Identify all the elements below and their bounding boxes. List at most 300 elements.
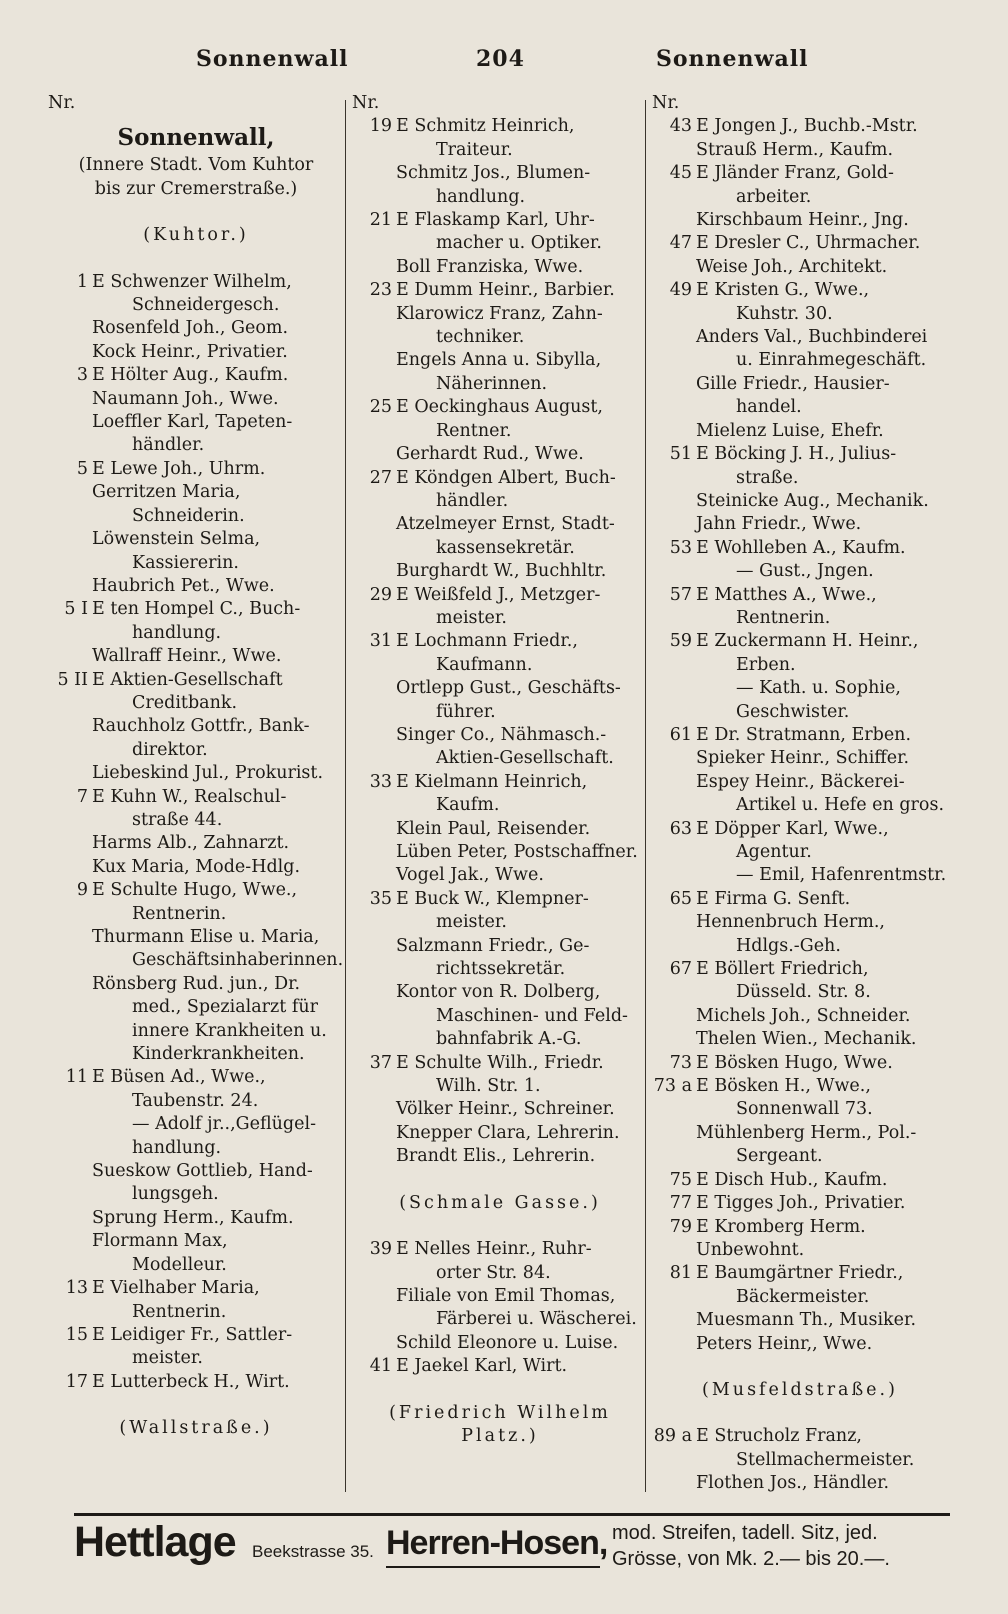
resident-line	[48, 973, 344, 996]
entry-text: handlung.	[132, 622, 222, 643]
resident-line	[352, 958, 648, 981]
entry-text: E Lochmann Friedr.,	[396, 631, 578, 652]
entry-text: meister.	[436, 912, 507, 933]
entry-text: E Leidiger Fr., Sattler-	[92, 1324, 293, 1345]
entry-text: Burghardt W., Buchhltr.	[396, 561, 607, 582]
resident-line	[48, 622, 344, 645]
entry-text: Filiale von Emil Thomas,	[396, 1285, 616, 1306]
resident-line	[352, 981, 648, 1004]
house-number: 73 a	[653, 1076, 692, 1097]
house-entry	[652, 958, 948, 981]
resident-line	[48, 434, 344, 457]
house-entry	[48, 458, 344, 481]
resident-line	[352, 607, 648, 630]
resident-line	[48, 1020, 344, 1043]
page-number: 204	[476, 46, 525, 72]
entry-text: Kinderkrankheiten.	[132, 1044, 305, 1065]
entry-text: Löwenstein Selma,	[92, 529, 261, 550]
house-number: 51	[669, 444, 692, 465]
entry-text: Färberei u. Wäscherei.	[436, 1309, 637, 1330]
resident-line	[48, 294, 344, 317]
house-number: 79	[669, 1216, 692, 1237]
house-number: 7	[76, 786, 88, 807]
resident-line	[48, 1137, 344, 1160]
resident-line	[652, 911, 948, 934]
house-number: 81	[669, 1263, 692, 1284]
resident-line	[48, 1160, 344, 1183]
entry-text: Liebeskind Jul., Prokurist.	[92, 763, 324, 784]
house-entry	[352, 1355, 648, 1378]
house-entry	[652, 630, 948, 653]
entry-text: E Jongen J., Buchb.-Mstr.	[696, 116, 918, 137]
resident-line	[652, 560, 948, 583]
resident-line	[48, 926, 344, 949]
entry-text: E Schmitz Heinrich,	[396, 116, 575, 137]
resident-line	[652, 1239, 948, 1262]
entry-text: med., Spezialarzt für	[132, 997, 318, 1018]
resident-line	[48, 809, 344, 832]
house-entry	[352, 467, 648, 490]
house-entry	[352, 1052, 648, 1075]
entry-text: E Nelles Heinr., Ruhr-	[396, 1239, 592, 1260]
cross-street-heading	[352, 1192, 648, 1215]
entry-text: straße.	[736, 467, 799, 488]
entry-text: Rentnerin.	[132, 1301, 227, 1322]
house-number: 73	[669, 1052, 692, 1073]
entry-text: Traiteur.	[436, 139, 513, 160]
entry-text: E Böcking J. H., Julius-	[696, 444, 897, 465]
resident-line	[48, 552, 344, 575]
cross-street-heading	[48, 224, 344, 247]
entry-text: E Lewe Joh., Uhrm.	[92, 458, 266, 479]
entry-text: Thurmann Elise u. Maria,	[92, 927, 320, 947]
house-number: 75	[669, 1169, 692, 1190]
entry-text: Rentner.	[436, 420, 512, 441]
entry-text: techniker.	[436, 327, 525, 348]
ad-product-underline	[386, 1566, 600, 1568]
resident-line	[652, 1333, 948, 1356]
house-number: 37	[369, 1052, 392, 1073]
resident-line	[652, 303, 948, 326]
resident-line	[48, 739, 344, 762]
house-number: 53	[669, 537, 692, 558]
resident-line	[48, 1254, 344, 1277]
resident-line	[48, 575, 344, 598]
entry-text: E Vielhaber Maria,	[92, 1278, 260, 1299]
entry-text: innere Krankheiten u.	[132, 1020, 327, 1041]
house-number: 25	[369, 397, 392, 418]
house-entry	[48, 271, 344, 294]
entry-text: Sergeant.	[736, 1146, 823, 1167]
resident-line	[48, 949, 344, 972]
entry-text: Hdlgs.-Geh.	[736, 935, 841, 956]
entry-text: Steinicke Aug., Mechanik.	[696, 490, 929, 511]
resident-line	[48, 1113, 344, 1136]
resident-line	[352, 1308, 648, 1331]
entry-text: Modelleur.	[132, 1254, 227, 1275]
cross-street-heading	[48, 1417, 344, 1440]
resident-line	[652, 654, 948, 677]
ad-product: Herren-Hosen,	[386, 1524, 608, 1562]
entry-text: lungsgeh.	[132, 1184, 219, 1205]
resident-line	[48, 996, 344, 1019]
resident-line	[352, 256, 648, 279]
house-number: 5	[76, 458, 88, 479]
resident-line	[652, 1449, 948, 1472]
entry-text: (Friedrich Wilhelm	[389, 1402, 611, 1423]
resident-line	[352, 186, 648, 209]
entry-text: handlung.	[132, 1137, 222, 1158]
resident-line	[652, 747, 948, 770]
house-number: 15	[65, 1324, 88, 1345]
resident-line	[652, 935, 948, 958]
entry-text: Platz.)	[461, 1425, 539, 1446]
entry-text: Völker Heinr., Schreiner.	[396, 1099, 615, 1120]
entry-text: Harms Alb., Zahnarzt.	[92, 833, 290, 854]
resident-line	[352, 232, 648, 255]
house-number: 33	[369, 771, 392, 792]
resident-line	[352, 864, 648, 887]
entry-text: Wilh. Str. 1.	[436, 1076, 541, 1097]
house-number: 77	[669, 1193, 692, 1214]
resident-line	[652, 139, 948, 162]
spacer	[352, 1169, 648, 1192]
entry-text: — Gust., Jngen.	[736, 561, 874, 582]
entry-text: Boll Franziska, Wwe.	[396, 256, 584, 277]
house-number: 19	[369, 116, 392, 137]
entry-text: Kock Heinr., Privatier.	[92, 341, 288, 362]
spacer	[652, 1402, 948, 1425]
house-number: 49	[669, 280, 692, 301]
entry-text: bis zur Cremerstraße.)	[94, 178, 298, 199]
house-entry	[352, 396, 648, 419]
resident-line	[352, 1075, 648, 1098]
resident-line	[352, 1285, 648, 1308]
resident-line	[48, 1347, 344, 1370]
entry-text: E Böllert Friedrich,	[696, 959, 869, 980]
entry-text: Kontor von R. Dolberg,	[396, 982, 601, 1003]
house-number: 45	[669, 163, 692, 184]
resident-line	[352, 701, 648, 724]
entry-text: E Döpper Karl, Wwe.,	[696, 818, 889, 839]
house-entry	[652, 279, 948, 302]
entry-text: E Buck W., Klempner-	[396, 888, 589, 909]
entry-text: E Hölter Aug., Kaufm.	[92, 365, 289, 386]
entry-text: Loeffler Karl, Tapeten-	[92, 412, 293, 433]
entry-text: Stellmachermeister.	[736, 1449, 915, 1470]
entry-text: Nr.	[652, 93, 680, 113]
entry-text: Engels Anna u. Sibylla,	[396, 350, 602, 371]
house-entry	[48, 786, 344, 809]
resident-line	[48, 645, 344, 668]
house-number: 27	[369, 467, 392, 488]
house-number: 9	[76, 880, 88, 901]
entry-text: (Wallstraße.)	[119, 1418, 273, 1439]
resident-line	[352, 724, 648, 747]
entry-text: handel.	[736, 397, 802, 418]
house-entry	[48, 1066, 344, 1089]
resident-line	[48, 1230, 344, 1253]
house-entry	[652, 888, 948, 911]
house-number: 5 II	[57, 669, 88, 690]
resident-line	[48, 317, 344, 340]
house-entry	[652, 162, 948, 185]
resident-line	[652, 1005, 948, 1028]
entry-text: Vogel Jak., Wwe.	[396, 865, 544, 886]
resident-line	[352, 560, 648, 583]
entry-text: Schneiderin.	[132, 505, 245, 526]
entry-text: E Disch Hub., Kaufm.	[696, 1169, 888, 1190]
entry-text: E Wohlleben A., Kaufm.	[696, 537, 906, 558]
entry-text: Naumann Joh., Wwe.	[92, 388, 279, 409]
footer-rule	[74, 1513, 950, 1516]
resident-line	[352, 420, 648, 443]
resident-line	[48, 1207, 344, 1230]
entry-text: E Jländer Franz, Gold-	[696, 163, 894, 184]
entry-text: Aktien-Gesellschaft.	[436, 748, 614, 769]
entry-text: E Weißfeld J., Metzger-	[396, 584, 601, 605]
house-entry	[652, 1169, 948, 1192]
house-number: 17	[65, 1371, 88, 1392]
resident-line	[652, 186, 948, 209]
house-entry	[652, 1192, 948, 1215]
resident-line	[352, 1098, 648, 1121]
resident-line	[352, 513, 648, 536]
entry-text: E Jaekel Karl, Wirt.	[396, 1356, 568, 1377]
resident-line	[48, 903, 344, 926]
entry-text: Salzmann Friedr., Ge-	[396, 935, 590, 956]
entry-text: macher u. Optiker.	[436, 233, 602, 254]
entry-text: Düsseld. Str. 8.	[736, 982, 871, 1003]
entry-text: Gille Friedr., Hausier-	[696, 373, 890, 394]
entry-text: E Strucholz Franz,	[696, 1426, 862, 1447]
entry-text: straße 44.	[132, 809, 223, 830]
entry-text: kassensekretär.	[436, 537, 575, 558]
entry-text: händler.	[436, 490, 509, 511]
entry-text: Anders Val., Buchbinderei	[696, 327, 928, 348]
entry-text: arbeiter.	[736, 186, 812, 207]
entry-text: Kaufm.	[436, 795, 500, 816]
house-entry	[352, 630, 648, 653]
entry-text: bahnfabrik A.-G.	[436, 1029, 582, 1050]
house-entry	[652, 1052, 948, 1075]
resident-line	[48, 1043, 344, 1066]
entry-text: Sonnenwall 73.	[736, 1099, 873, 1120]
resident-line	[652, 1145, 948, 1168]
entry-text: Geschwister.	[736, 701, 850, 722]
entry-text: E Firma G. Senft.	[696, 888, 851, 909]
entry-text: Rauchholz Gottfr., Bank-	[92, 716, 310, 737]
spacer	[48, 1394, 344, 1417]
entry-text: Nr.	[352, 93, 380, 113]
entry-text: (Innere Stadt. Vom Kuhtor	[78, 155, 314, 176]
house-entry	[48, 1277, 344, 1300]
entry-text: E Tigges Joh., Privatier.	[696, 1193, 906, 1214]
house-number: 65	[669, 888, 692, 909]
resident-line	[652, 467, 948, 490]
entry-text: Schmitz Jos., Blumen-	[396, 163, 591, 184]
resident-line	[352, 1332, 648, 1355]
entry-text: E Aktien-Gesellschaft	[92, 669, 283, 690]
house-number: 59	[669, 631, 692, 652]
entry-text: Thelen Wien., Mechanik.	[696, 1029, 917, 1050]
resident-line	[652, 864, 948, 887]
house-entry	[652, 724, 948, 747]
running-header-left: Sonnenwall	[196, 46, 349, 72]
entry-text: E Matthes A., Wwe.,	[696, 584, 877, 605]
resident-line	[352, 1122, 648, 1145]
house-number: 43	[669, 116, 692, 137]
resident-line	[48, 481, 344, 504]
house-entry	[652, 1075, 948, 1098]
house-entry	[48, 879, 344, 902]
entry-text: Näherinnen.	[436, 373, 548, 394]
entry-text: E Bösken Hugo, Wwe.	[696, 1052, 893, 1073]
entry-text: Geschäftsinhaberinnen.	[132, 950, 344, 971]
entry-text: Kaufmann.	[436, 654, 533, 675]
resident-line	[652, 677, 948, 700]
entry-text: Schneidergesch.	[132, 295, 280, 316]
resident-line	[352, 1262, 648, 1285]
house-number: 67	[669, 959, 692, 980]
house-number: 21	[369, 210, 392, 231]
resident-line	[652, 1286, 948, 1309]
entry-text: E Kielmann Heinrich,	[396, 771, 588, 792]
entry-text: meister.	[436, 607, 507, 628]
entry-text: Creditbank.	[132, 692, 238, 713]
entry-text: E Bösken H., Wwe.,	[696, 1076, 871, 1097]
house-entry	[652, 232, 948, 255]
resident-line	[352, 537, 648, 560]
resident-line	[48, 1183, 344, 1206]
entry-text: (Kuhtor.)	[143, 225, 249, 246]
resident-line	[48, 388, 344, 411]
resident-line	[352, 490, 648, 513]
resident-line	[352, 303, 648, 326]
resident-line	[352, 349, 648, 372]
ad-description-line-2: Grösse, von Mk. 2.— bis 20.—.	[612, 1548, 890, 1570]
entry-text: Mielenz Luise, Ehefr.	[696, 420, 884, 441]
entry-text: E Köndgen Albert, Buch-	[396, 467, 616, 488]
house-number: 89 a	[653, 1426, 692, 1447]
directory-column-3	[652, 92, 948, 1496]
resident-line	[652, 373, 948, 396]
entry-text: Agentur.	[736, 842, 812, 862]
entry-text: E Zuckermann H. Heinr.,	[696, 631, 919, 652]
house-number: 1	[76, 271, 88, 292]
entry-text: (Musfeldstraße.)	[702, 1379, 898, 1400]
house-entry	[48, 1324, 344, 1347]
entry-text: Michels Joh., Schneider.	[696, 1005, 911, 1026]
entry-text: Wallraff Heinr., Wwe.	[92, 646, 282, 667]
resident-line	[652, 771, 948, 794]
house-entry	[48, 598, 344, 621]
house-number: 11	[65, 1067, 88, 1088]
spacer	[48, 201, 344, 224]
entry-text: Mühlenberg Herm., Pol.-	[696, 1122, 917, 1143]
entry-text: E Schulte Wilh., Friedr.	[396, 1052, 604, 1073]
resident-line	[352, 162, 648, 185]
spacer	[48, 248, 344, 271]
resident-line	[48, 341, 344, 364]
resident-line	[652, 420, 948, 443]
entry-text: — Adolf jr..,Geflügel-	[132, 1114, 316, 1135]
running-header-right: Sonnenwall	[656, 46, 809, 72]
house-number: 47	[669, 233, 692, 254]
resident-line	[652, 92, 948, 115]
entry-text: Espey Heinr., Bäckerei-	[696, 771, 905, 792]
spacer	[652, 1356, 948, 1379]
house-entry	[352, 1238, 648, 1261]
resident-line	[352, 1005, 648, 1028]
house-entry	[352, 771, 648, 794]
resident-line	[48, 528, 344, 551]
house-entry	[652, 584, 948, 607]
house-number: 3	[76, 365, 88, 386]
resident-line	[652, 701, 948, 724]
house-number: 41	[369, 1356, 392, 1377]
entry-text: orter Str. 84.	[436, 1262, 551, 1283]
entry-text: (Schmale Gasse.)	[399, 1192, 601, 1213]
entry-text: E Dumm Heinr., Barbier.	[396, 280, 615, 301]
resident-line	[652, 794, 948, 817]
entry-text: E Kromberg Herm.	[696, 1216, 866, 1237]
resident-line	[48, 715, 344, 738]
entry-text: E ten Hompel C., Buch-	[92, 599, 301, 620]
entry-text: Spieker Heinr., Schiffer.	[696, 748, 910, 769]
house-entry	[652, 1262, 948, 1285]
resident-line	[48, 832, 344, 855]
house-entry	[48, 1371, 344, 1394]
resident-line	[352, 677, 648, 700]
ad-description-line-1: mod. Streifen, tadell. Sitz, jed.	[612, 1522, 878, 1544]
house-entry	[652, 1425, 948, 1448]
entry-text: Klarowicz Franz, Zahn-	[396, 303, 603, 324]
spacer	[352, 1379, 648, 1402]
resident-line	[352, 654, 648, 677]
house-entry	[352, 279, 648, 302]
column-divider	[345, 100, 346, 1492]
entry-text: Sueskow Gottlieb, Hand-	[92, 1161, 313, 1182]
house-number: 35	[369, 888, 392, 909]
entry-text: Unbewohnt.	[696, 1239, 805, 1260]
entry-text: Kuhstr. 30.	[736, 303, 833, 324]
resident-line	[48, 692, 344, 715]
resident-line	[48, 92, 344, 115]
entry-text: Gerritzen Maria,	[92, 482, 241, 503]
entry-text: Kirschbaum Heinr., Jng.	[696, 210, 909, 231]
house-number: 13	[65, 1278, 88, 1299]
entry-text: Maschinen- und Feld-	[436, 1005, 628, 1026]
resident-line	[352, 794, 648, 817]
entry-text: Bäckermeister.	[736, 1286, 870, 1307]
resident-line	[352, 747, 648, 770]
advertisement-footer	[74, 1518, 950, 1578]
entry-text: Flothen Jos., Händler.	[696, 1473, 890, 1494]
entry-text: E Kuhn W., Realschul-	[92, 786, 287, 807]
entry-text: E Lutterbeck H., Wirt.	[92, 1371, 290, 1392]
entry-text: direktor.	[132, 739, 208, 760]
entry-text: E Schulte Hugo, Wwe.,	[92, 880, 298, 901]
house-entry	[352, 584, 648, 607]
entry-text: E Dresler C., Uhrmacher.	[696, 233, 921, 254]
entry-text: E Dr. Stratmann, Erben.	[696, 724, 912, 745]
street-description	[48, 154, 344, 177]
house-entry	[652, 818, 948, 841]
resident-line	[652, 841, 948, 864]
resident-line	[352, 373, 648, 396]
entry-text: Atzelmeyer Ernst, Stadt-	[396, 514, 615, 535]
